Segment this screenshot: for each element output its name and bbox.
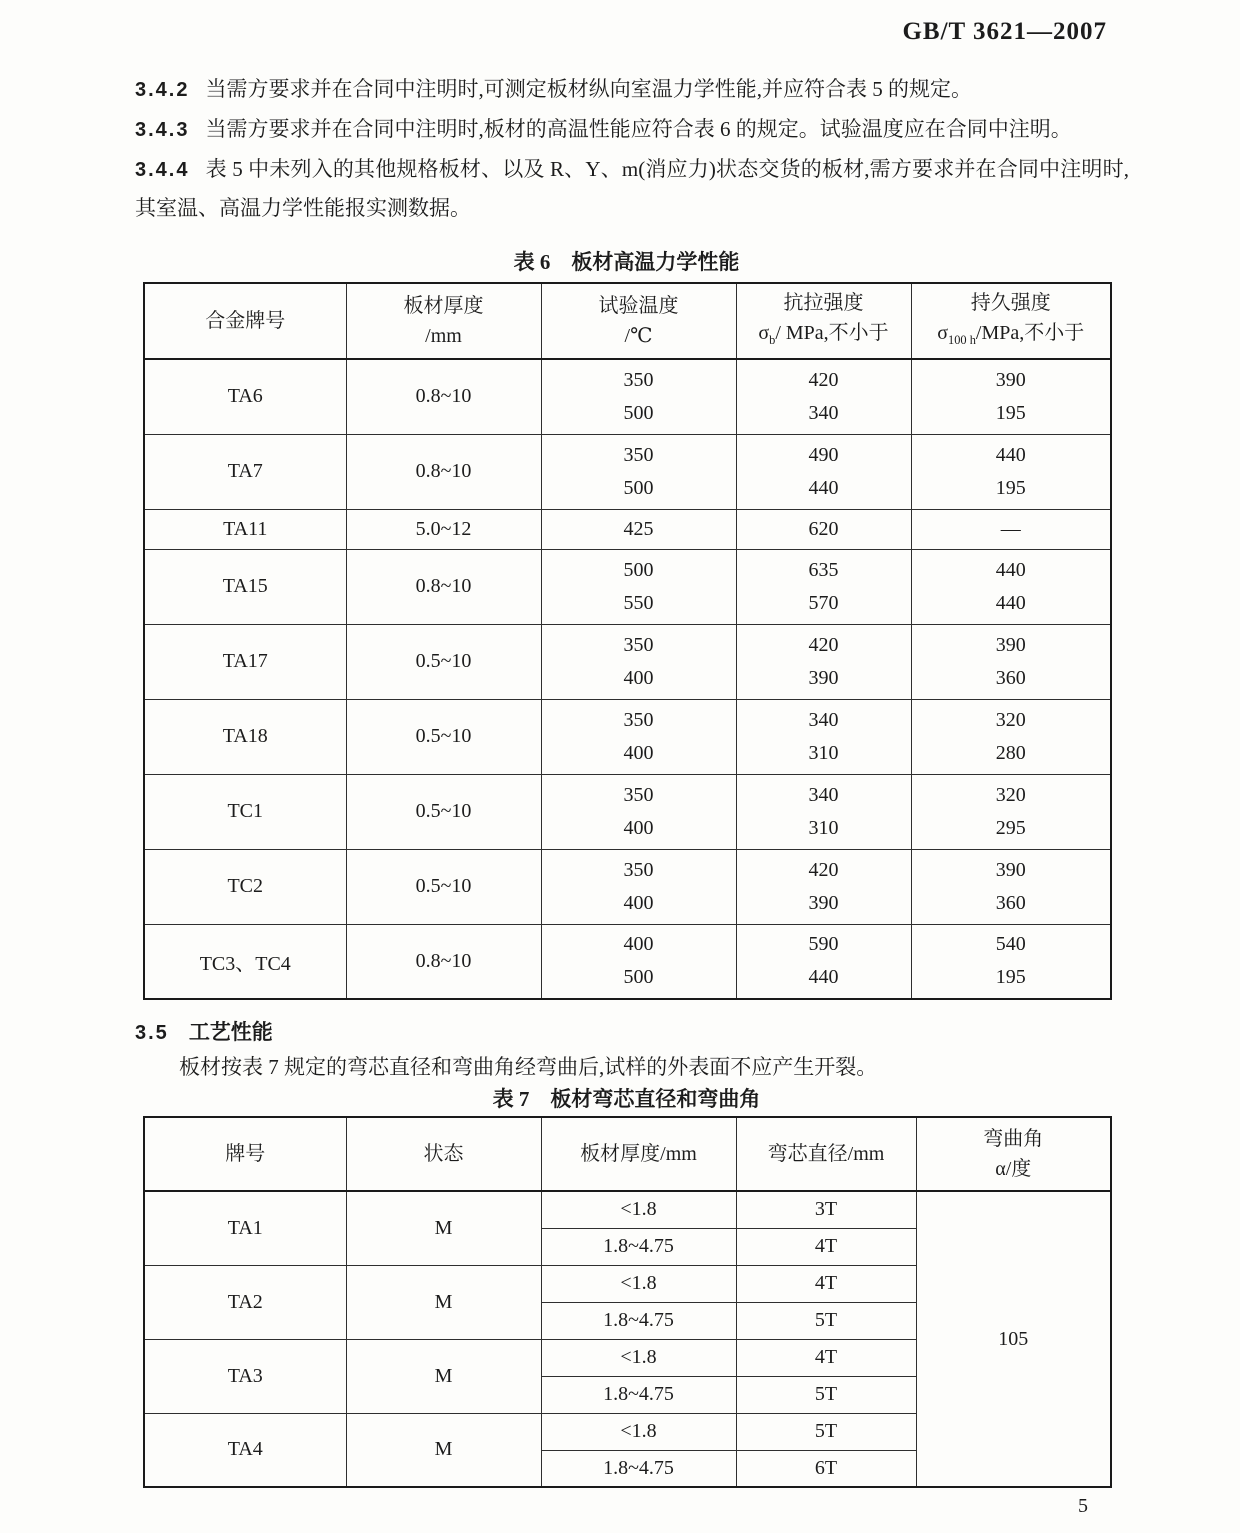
cell-temps: 425 bbox=[541, 509, 736, 549]
cell-thickness: 0.5~10 bbox=[346, 774, 541, 849]
col-header-bend-angle: 弯曲角 α/度 bbox=[916, 1117, 1111, 1191]
cell-diameter: 5T bbox=[736, 1376, 916, 1413]
cell-temps: 350 400 bbox=[541, 699, 736, 774]
cell-endurance: 390 360 bbox=[911, 849, 1111, 924]
cell-thickness: <1.8 bbox=[541, 1339, 736, 1376]
table-row bbox=[144, 1191, 1111, 1228]
cell-diameter: 6T bbox=[736, 1450, 916, 1487]
cell-thickness: 1.8~4.75 bbox=[541, 1376, 736, 1413]
cell-tensile: 340 310 bbox=[736, 774, 911, 849]
cell-temps: 350 400 bbox=[541, 774, 736, 849]
table7-bend-test bbox=[143, 1116, 1112, 1488]
table-row bbox=[144, 924, 1111, 999]
cell-thickness: <1.8 bbox=[541, 1191, 736, 1228]
col-header-alloy: 合金牌号 bbox=[144, 283, 346, 359]
table-row bbox=[144, 624, 1111, 699]
cell-state: M bbox=[346, 1191, 541, 1265]
clause-number: 3.4.3 bbox=[135, 119, 190, 141]
table7-caption: 表 7 板材弯芯直径和弯曲角 bbox=[492, 1087, 761, 1111]
cell-tensile: 420 390 bbox=[736, 624, 911, 699]
cell-diameter: 5T bbox=[736, 1302, 916, 1339]
col-header-bend-diameter: 弯芯直径/mm bbox=[736, 1117, 916, 1191]
cell-endurance: 440 440 bbox=[911, 549, 1111, 624]
clause-number: 3.4.4 bbox=[135, 159, 190, 181]
clause-text: 当需方要求并在合同中注明时,可测定板材纵向室温力学性能,并应符合表 5 的规定。 bbox=[205, 77, 972, 101]
cell-tensile: 340 310 bbox=[736, 699, 911, 774]
cell-grade: TA1 bbox=[144, 1191, 346, 1265]
clause-text: 当需方要求并在合同中注明时,板材的高温性能应符合表 6 的规定。试验温度应在合同中注明。 bbox=[205, 117, 1072, 141]
cell-grade: TA4 bbox=[144, 1413, 346, 1487]
table-row bbox=[144, 434, 1111, 509]
cell-endurance: 320 280 bbox=[911, 699, 1111, 774]
cell-thickness: <1.8 bbox=[541, 1413, 736, 1450]
col-header-test-temp: 试验温度 /℃ bbox=[541, 283, 736, 359]
cell-thickness: 0.8~10 bbox=[346, 924, 541, 999]
cell-thickness: 0.5~10 bbox=[346, 849, 541, 924]
cell-tensile: 490 440 bbox=[736, 434, 911, 509]
cell-temps: 350 500 bbox=[541, 359, 736, 434]
table-row bbox=[144, 699, 1111, 774]
cell-thickness: 1.8~4.75 bbox=[541, 1228, 736, 1265]
paragraph-3-4-3 bbox=[135, 110, 1129, 149]
cell-tensile: 635 570 bbox=[736, 549, 911, 624]
cell-temps: 350 500 bbox=[541, 434, 736, 509]
cell-alloy: TC2 bbox=[144, 849, 346, 924]
cell-endurance: 540 195 bbox=[911, 924, 1111, 999]
table6-caption: 表 6 板材高温力学性能 bbox=[513, 250, 740, 274]
paragraph-3-4-2 bbox=[135, 70, 1129, 109]
cell-state: M bbox=[346, 1339, 541, 1413]
cell-tensile: 590 440 bbox=[736, 924, 911, 999]
table6-high-temp-properties bbox=[143, 282, 1112, 1000]
cell-thickness: 0.8~10 bbox=[346, 434, 541, 509]
section-title: 工艺性能 bbox=[188, 1020, 273, 1044]
col-header-endurance-strength: 持久强度 $\sigma_{100 h}$/MPa,不小于 bbox=[911, 283, 1111, 359]
cell-tensile: 420 390 bbox=[736, 849, 911, 924]
cell-diameter: 3T bbox=[736, 1191, 916, 1228]
cell-grade: TA2 bbox=[144, 1265, 346, 1339]
section-3-5-text: 板材按表 7 规定的弯芯直径和弯曲角经弯曲后,试样的外表面不应产生开裂。 bbox=[179, 1055, 878, 1079]
cell-thickness: 0.8~10 bbox=[346, 549, 541, 624]
cell-tensile: 620 bbox=[736, 509, 911, 549]
cell-thickness: <1.8 bbox=[541, 1265, 736, 1302]
cell-endurance: 320 295 bbox=[911, 774, 1111, 849]
table7-header-row bbox=[144, 1117, 1111, 1191]
table-row bbox=[144, 549, 1111, 624]
cell-thickness: 5.0~12 bbox=[346, 509, 541, 549]
cell-alloy: TA18 bbox=[144, 699, 346, 774]
cell-endurance: — bbox=[911, 509, 1111, 549]
cell-diameter: 4T bbox=[736, 1228, 916, 1265]
cell-alloy: TC3、TC4 bbox=[144, 924, 346, 999]
col-header-grade: 牌号 bbox=[144, 1117, 346, 1191]
standard-number: GB/T 3621—2007 bbox=[902, 18, 1107, 45]
clause-text: 表 5 中未列入的其他规格板材、以及 R、Y、m(消应力)状态交货的板材,需方要求并在合同中注明时,其室温、高温力学性能报实测数据。 bbox=[135, 157, 1129, 220]
table-row bbox=[144, 774, 1111, 849]
table6-header-row bbox=[144, 283, 1111, 359]
cell-diameter: 5T bbox=[736, 1413, 916, 1450]
table-row bbox=[144, 509, 1111, 549]
cell-alloy: TA15 bbox=[144, 549, 346, 624]
page-number: 5 bbox=[1078, 1495, 1088, 1517]
cell-endurance: 390 360 bbox=[911, 624, 1111, 699]
cell-alloy: TC1 bbox=[144, 774, 346, 849]
cell-thickness: 1.8~4.75 bbox=[541, 1450, 736, 1487]
cell-temps: 350 400 bbox=[541, 624, 736, 699]
cell-temps: 350 400 bbox=[541, 849, 736, 924]
col-header-state: 状态 bbox=[346, 1117, 541, 1191]
cell-thickness: 0.8~10 bbox=[346, 359, 541, 434]
cell-endurance: 440 195 bbox=[911, 434, 1111, 509]
cell-alloy: TA7 bbox=[144, 434, 346, 509]
cell-thickness: 0.5~10 bbox=[346, 624, 541, 699]
cell-diameter: 4T bbox=[736, 1339, 916, 1376]
section-3-5-heading bbox=[135, 1016, 273, 1046]
col-header-thickness: 板材厚度/mm bbox=[541, 1117, 736, 1191]
col-header-tensile-strength: 抗拉强度 $\sigma_b/$ MPa,不小于 bbox=[736, 283, 911, 359]
cell-thickness: 1.8~4.75 bbox=[541, 1302, 736, 1339]
cell-thickness: 0.5~10 bbox=[346, 699, 541, 774]
cell-grade: TA3 bbox=[144, 1339, 346, 1413]
table-row bbox=[144, 359, 1111, 434]
paragraph-3-4-4 bbox=[135, 150, 1129, 227]
clause-number: 3.4.2 bbox=[135, 79, 190, 101]
cell-alloy: TA11 bbox=[144, 509, 346, 549]
cell-endurance: 390 195 bbox=[911, 359, 1111, 434]
cell-temps: 400 500 bbox=[541, 924, 736, 999]
cell-state: M bbox=[346, 1265, 541, 1339]
table-row bbox=[144, 849, 1111, 924]
body-paragraphs bbox=[135, 70, 1129, 228]
cell-bend-angle: 105 bbox=[916, 1191, 1111, 1487]
cell-state: M bbox=[346, 1413, 541, 1487]
col-header-thickness: 板材厚度 /mm bbox=[346, 283, 541, 359]
cell-alloy: TA6 bbox=[144, 359, 346, 434]
cell-alloy: TA17 bbox=[144, 624, 346, 699]
cell-temps: 500 550 bbox=[541, 549, 736, 624]
cell-tensile: 420 340 bbox=[736, 359, 911, 434]
cell-diameter: 4T bbox=[736, 1265, 916, 1302]
section-number: 3.5 bbox=[135, 1022, 169, 1044]
